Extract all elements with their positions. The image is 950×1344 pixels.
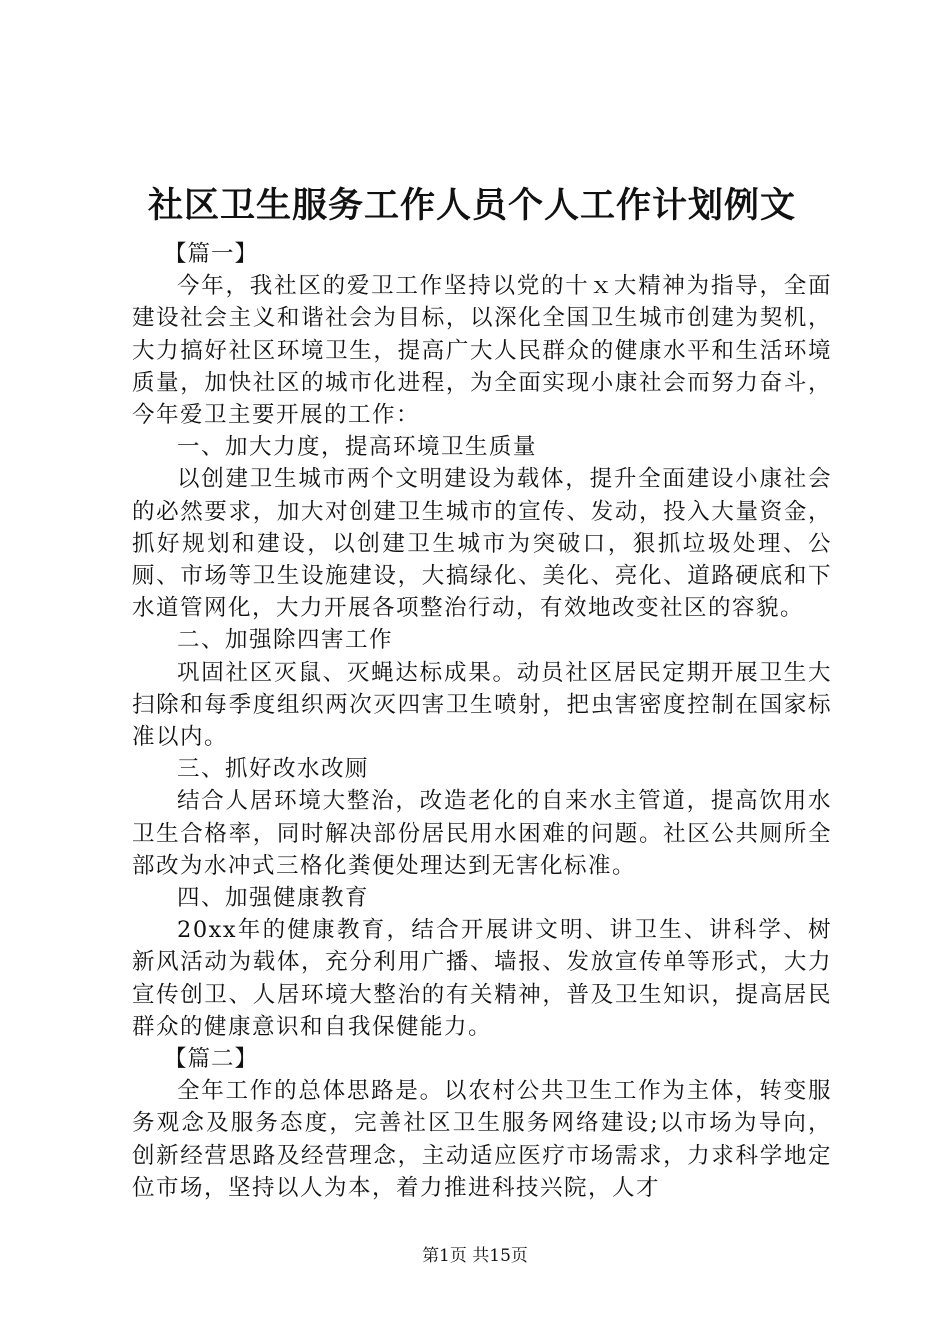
section-body-4: 20xx年的健康教育，结合开展讲文明、讲卫生、讲科学、树新风活动为载体，充分利用广播、墙报、发放宣传单等形式，大力宣传创卫、人居环境大整治的有关精神，普及卫生知识，提高居民群众的健康意识和自我保健能力。: [132, 917, 832, 1040]
section-body-3: 结合人居环境大整治，改造老化的自来水主管道，提高饮用水卫生合格率，同时解决部份居民用水困难的问题。社区公共厕所全部改为水冲式三格化粪便处理达到无害化标准。: [132, 788, 832, 879]
page-footer: 第1页 共15页: [422, 1246, 528, 1266]
document-body: [132, 180, 832, 1204]
part-two-mark: 【篇二】: [164, 1046, 259, 1073]
part-one-intro: 今年，我社区的爱卫工作坚持以党的十ｘ大精神为指导，全面建设社会主义和谐社会为目标，以深化全国卫生城市创建为契机，大力搞好社区环境卫生，提高广大人民群众的健康水平和生活环境质量，加快社区的城市化进程，为全面实现小康社会而努力奋斗，今年爱卫主要开展的工作：: [132, 273, 832, 429]
section-body-1: 以创建卫生城市两个文明建设为载体，提升全面建设小康社会的必然要求，加大对创建卫生城市的宣传、发动，投入大量资金，抓好规划和建设，以创建卫生城市为突破口，狠抓垃圾处理、公厕、市场等卫生设施建设，大搞绿化、美化、亮化、道路硬底和下水道管网化，大力开展各项整治行动，有效地改变社区的容貌。: [132, 466, 832, 622]
section-body-2: 巩固社区灭鼠、灭蝇达标成果。动员社区居民定期开展卫生大扫除和每季度组织两次灭四害卫生喷射，把虫害密度控制在国家标准以内。: [132, 659, 832, 751]
section-heading-3: 三、抓好改水改厕: [177, 756, 370, 783]
part-one-mark: 【篇一】: [164, 241, 259, 267]
document-title: 社区卫生服务工作人员个人工作计划例文: [147, 185, 796, 226]
section-heading-1: 一、加大力度，提高环境卫生质量: [177, 434, 538, 461]
section-heading-4: 四、加强健康教育: [177, 885, 370, 912]
part-two-intro: 全年工作的总体思路是。以农村公共卫生工作为主体，转变服务观念及服务态度，完善社区卫生服务网络建设;以市场为导向，创新经营思路及经营理念，主动适应医疗市场需求，力求科学地定位市场，坚持以人为本，着力推进科技兴院，人才: [132, 1078, 832, 1201]
section-heading-2: 二、加强除四害工作: [177, 627, 394, 654]
